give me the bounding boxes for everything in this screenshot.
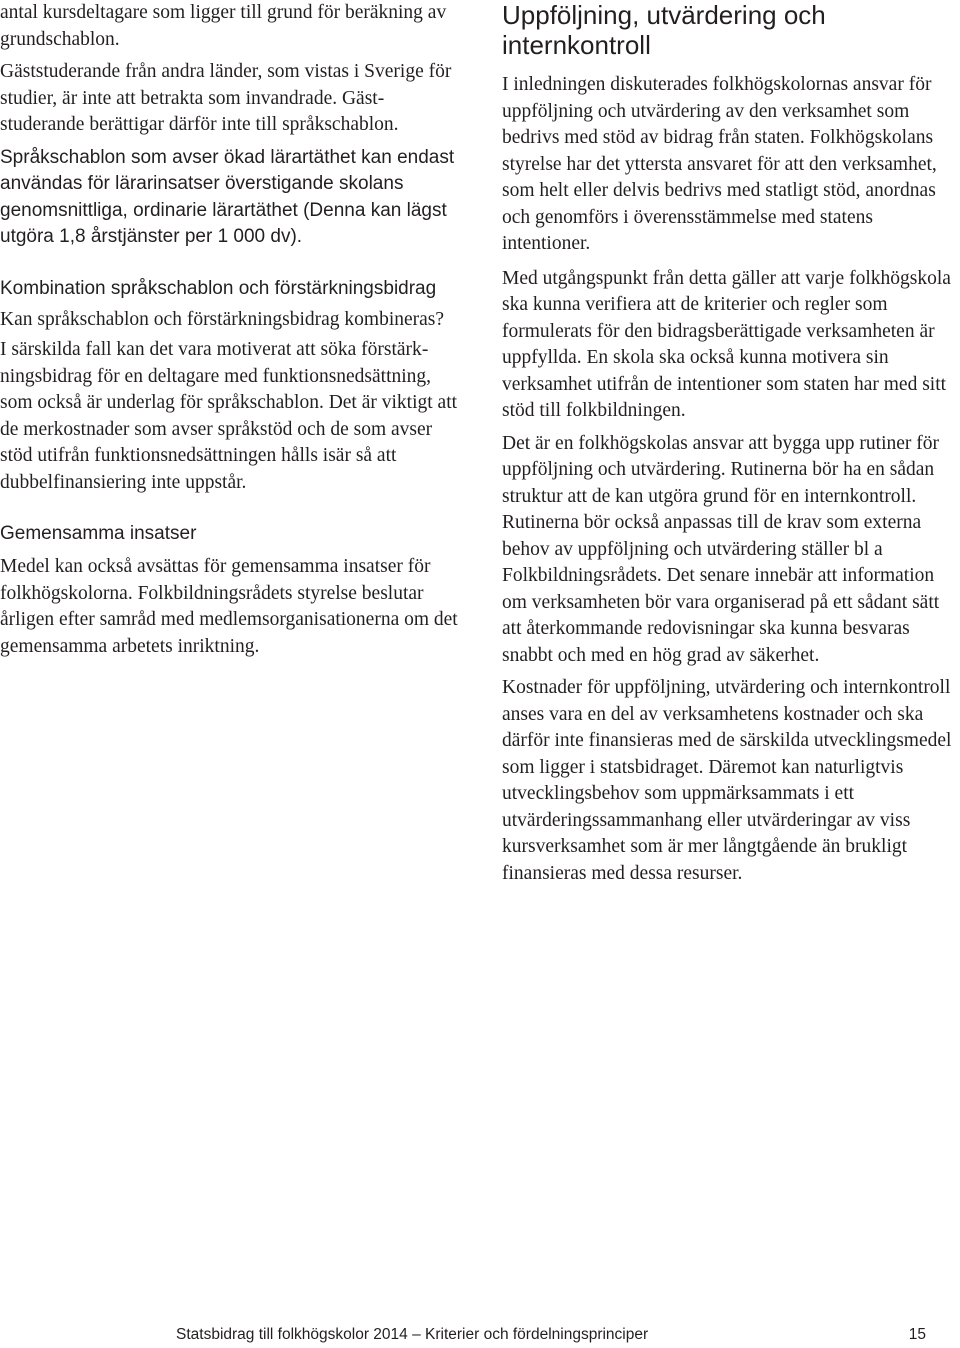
paragraph-gaststuderande: Gäststuderande från andra länder, som vistas i Sverige för studier, är inte att betrakta som invandrade. Gäststuderande berättigar därför inte till språkschablon.: [0, 61, 452, 135]
footer-title: Statsbidrag till folkhögskolor 2014 – Kriterier och fördelningsprinciper: [176, 1326, 649, 1343]
paragraph-rutiner: Det är en folkhögskolas ansvar att bygga upp rutiner för uppföljning och utvärdering. Rutinerna bör ha en sådan struktur att de kan utgöra grund för en internkontroll. Rutinerna bör också anpassas till de krav som externa behov av uppföljning och utvärdering ställer bl a Folkbildningsrådets. Det senare innebär att information om verksamheten bör vara organiserad på ett sådant sätt att återkommande redovisningar ska kunna besvaras snabbt och med en hög grad av säkerhet.: [502, 432, 940, 666]
paragraph-inledningen: I inledningen diskuterades folkhögskolornas ansvar för uppföljning och utvärdering av den verksamhet som bedrivs med stöd av bidrag från staten. Folkhögskolans styrelse har det yttersta ansvaret för att den verksamhet, som helt eller delvis bedrivs med statligt stöd, anordnas och genomförs i överensstämmelse med statens intentioner.: [502, 74, 937, 254]
right-column: [502, 0, 960, 887]
paragraph-kostnader: Kostnader för uppföljning, utvärdering och internkontroll anses vara en del av verksamhetens kostnader och ska därför inte finansieras med de särskilda utvecklingsmedel som ligger i statsbidraget. Däremot kan naturligtvis utvecklingsbehov som uppmärksammats i ett utvärderingssammanhang eller utvärderingar av viss kursverksamhet som är mer långtgående än brukligt finansieras med dessa resurser.: [502, 677, 952, 884]
section-title: Uppföljning, utvärdering och internkontroll: [502, 0, 826, 60]
paragraph-sprakschablon: Språkschablon som avser ökad lärartäthet kan endast användas för lärarinsatser överstigande skolans genomsnittliga, ordinarie lärartäthet (Denna kan lägst utgöra 1,8 årstjänster per 1 000 dv).: [0, 146, 455, 247]
heading-kombination: Kombination språkschablon och förstärkningsbidrag: [0, 277, 437, 299]
page-number: 15: [908, 1326, 926, 1343]
paragraph-gemensamma: Medel kan också avsättas för gemensamma insatser för folkhögskolorna. Folkbildningsrådets styrelse beslutar årligen efter samråd med medlemsorganisationerna om det gemensamma arbetets inriktning.: [0, 556, 458, 657]
page-footer: [176, 1325, 926, 1345]
heading-gemensamma-insatser: Gemensamma insatser: [0, 523, 197, 544]
paragraph-sarskilda-fall: I särskilda fall kan det vara motiverat att söka förstärkningsbidrag för en deltagare med funktionsnedsättning, som också är underlag för språkschablon. Det är viktigt att de merkostnader som avser språkstöd och de som avser stöd utifrån funktionsnedsättningen hålls isär så att dubbelfinansiering inte uppstår.: [0, 339, 458, 493]
paragraph-question: Kan språkschablon och förstärkningsbidrag kombineras?: [0, 308, 445, 330]
paragraph-grundschablon: antal kursdeltagare som ligger till grund för beräkning av grundschablon.: [0, 2, 447, 50]
paragraph-utgangspunkt: Med utgångspunkt från detta gäller att varje folkhögskola ska kunna verifiera att de kriterier och regler som formulerats för den bidragsberättigade verksamheten är uppfyllda. En skola ska också kunna motivera sin verksamhet utifrån de intentioner som staten har med sitt stöd till folkbildningen.: [502, 267, 951, 421]
left-column: [0, 0, 462, 660]
